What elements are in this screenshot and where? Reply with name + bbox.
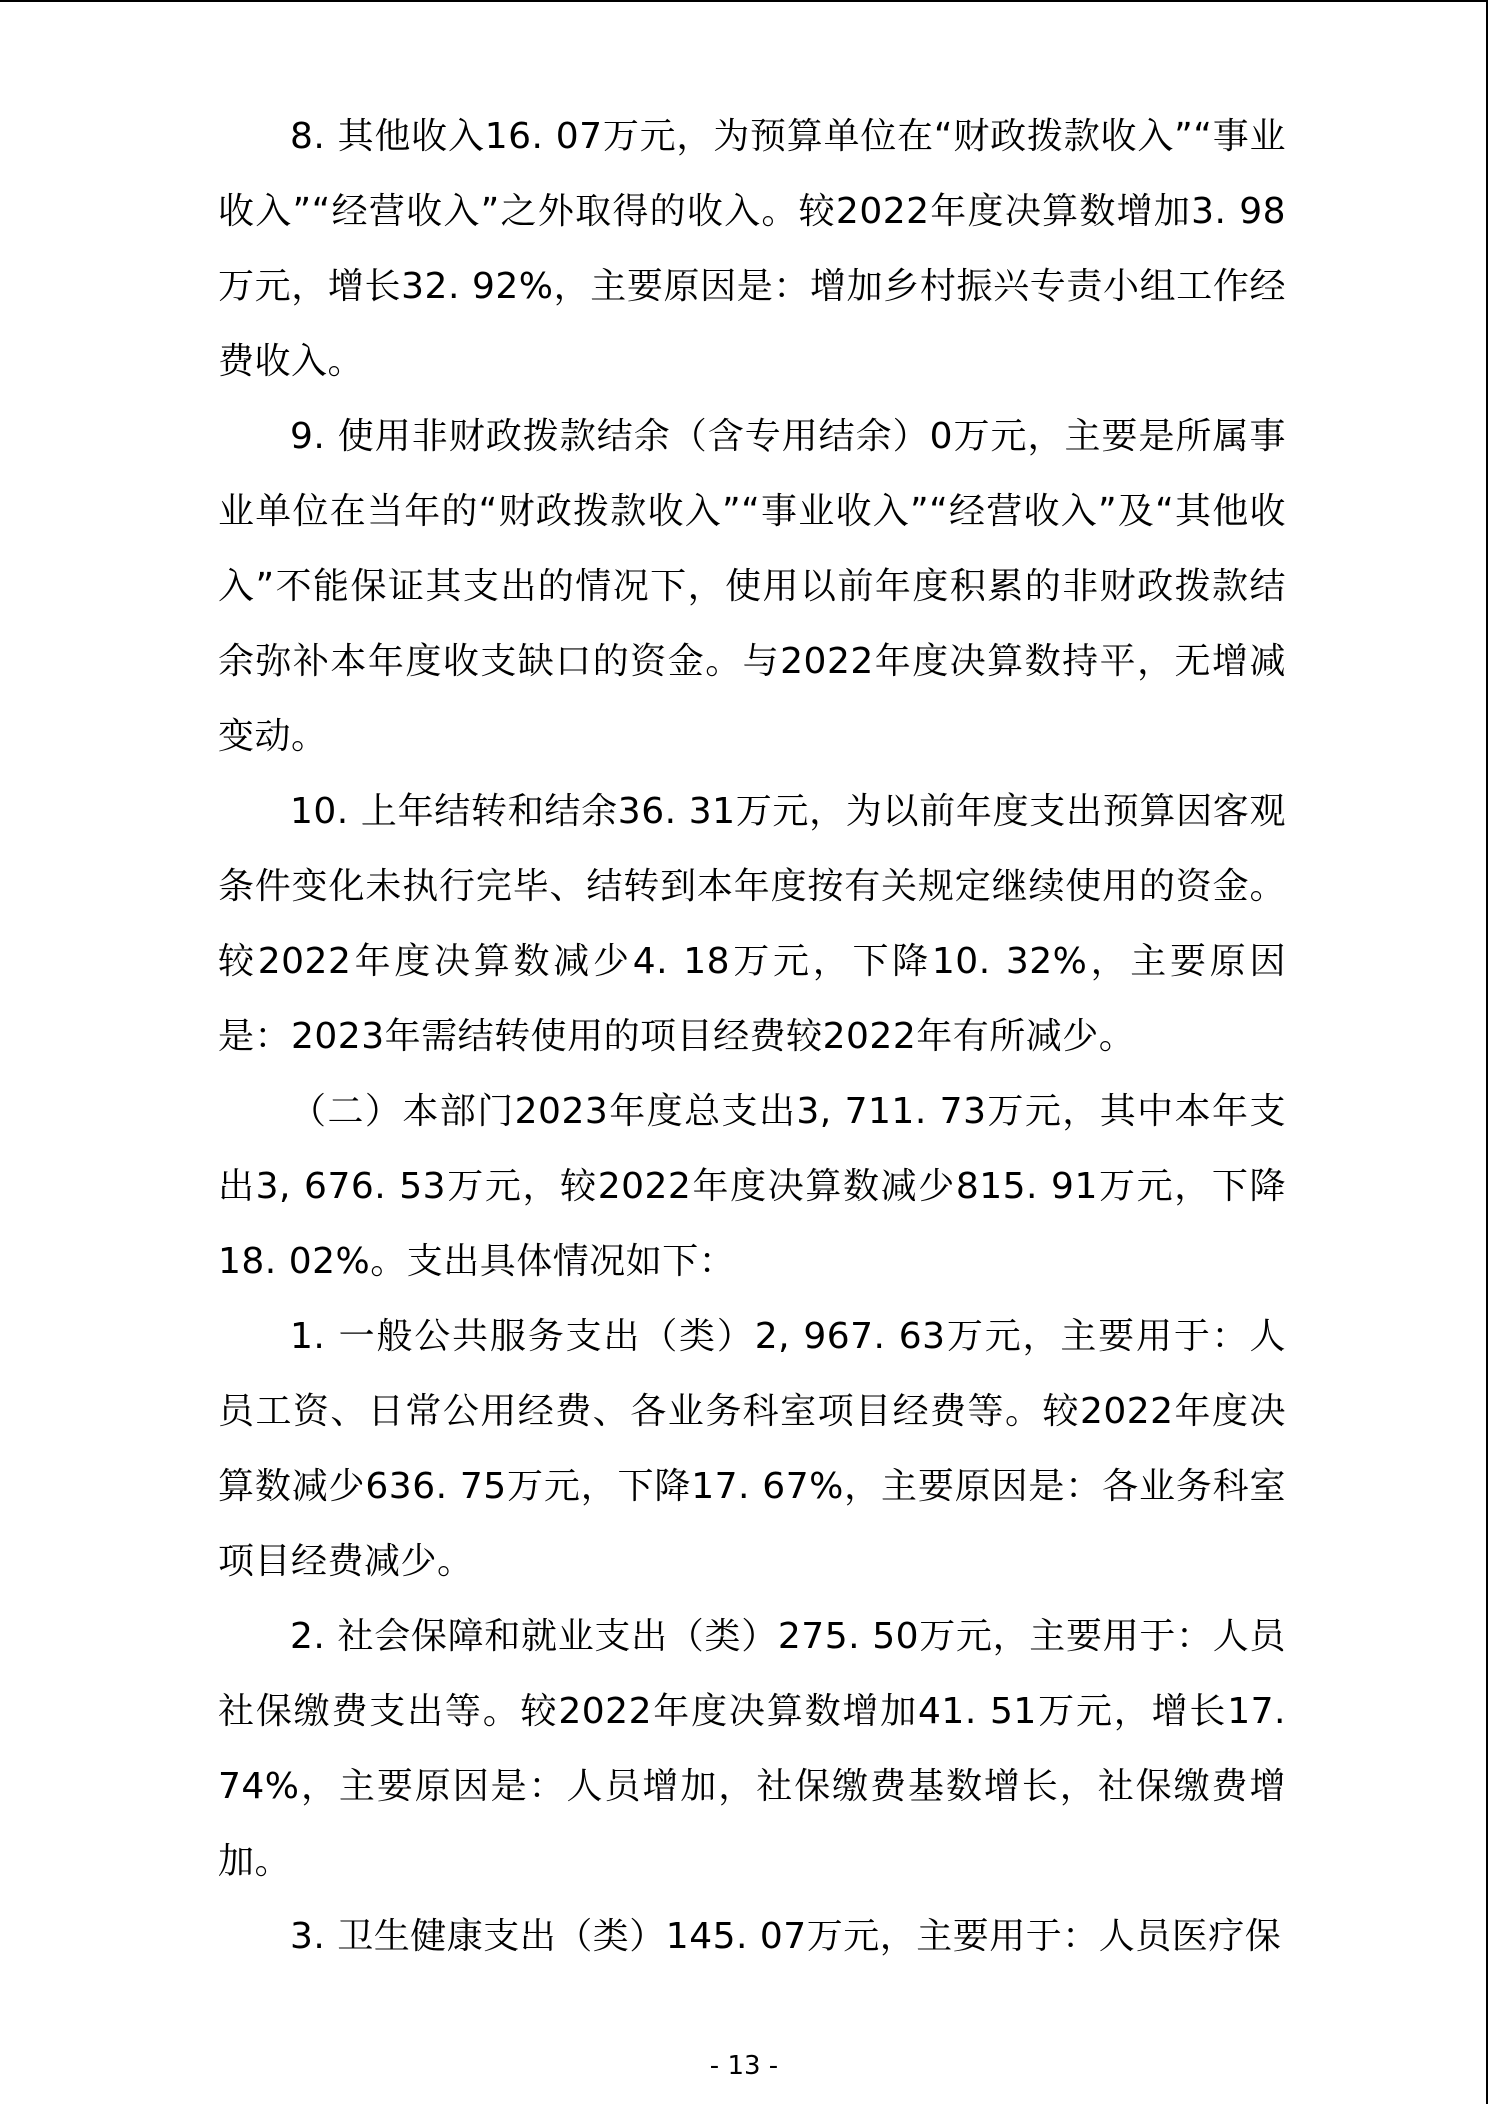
page-number: - 13 -	[709, 2051, 779, 2081]
paragraph-public-services: 1. 一般公共服务支出（类）2, 967. 63万元，主要用于：人员工资、日常公用经费、各业务科室项目经费等。较2022年度决算数减少636. 75万元，下降17. 67%，主要原因是：各业务科室项目经费减少。	[218, 1316, 1286, 1582]
paragraph-total-expenditure: （二）本部门2023年度总支出3, 711. 73万元，其中本年支出3, 676. 53万元，较2022年度决算数减少815. 91万元，下降18. 02%。支出具体情况如下：	[218, 1091, 1286, 1282]
paragraph-social-security: 2. 社会保障和就业支出（类）275. 50万元，主要用于：人员社保缴费支出等。较2022年度决算数增加41. 51万元，增长17. 74%，主要原因是：人员增加，社保缴费基数增长，社保缴费增加。	[218, 1616, 1286, 1882]
paragraph-carryover: 10. 上年结转和结余36. 31万元，为以前年度支出预算因客观条件变化未执行完毕、结转到本年度按有关规定继续使用的资金。较2022年度决算数减少4. 18万元，下降10. 32%，主要原因是：2023年需结转使用的项目经费较2022年有所减少。	[218, 791, 1286, 1057]
paragraph-health: 3. 卫生健康支出（类）145. 07万元，主要用于：人员医疗保	[290, 1916, 1282, 1957]
paragraph-other-income: 8. 其他收入16. 07万元，为预算单位在“财政拨款收入”“事业收入”“经营收入”之外取得的收入。较2022年度决算数增加3. 98万元，增长32. 92%，主要原因是：增加乡村振兴专责小组工作经费收入。	[218, 116, 1286, 382]
paragraph-non-fiscal-balance: 9. 使用非财政拨款结余（含专用结余）0万元，主要是所属事业单位在当年的“财政拨款收入”“事业收入”“经营收入”及“其他收入”不能保证其支出的情况下，使用以前年度积累的非财政拨款结余弥补本年度收支缺口的资金。与2022年度决算数持平，无增减变动。	[218, 416, 1286, 757]
body-text	[218, 99, 1286, 1974]
